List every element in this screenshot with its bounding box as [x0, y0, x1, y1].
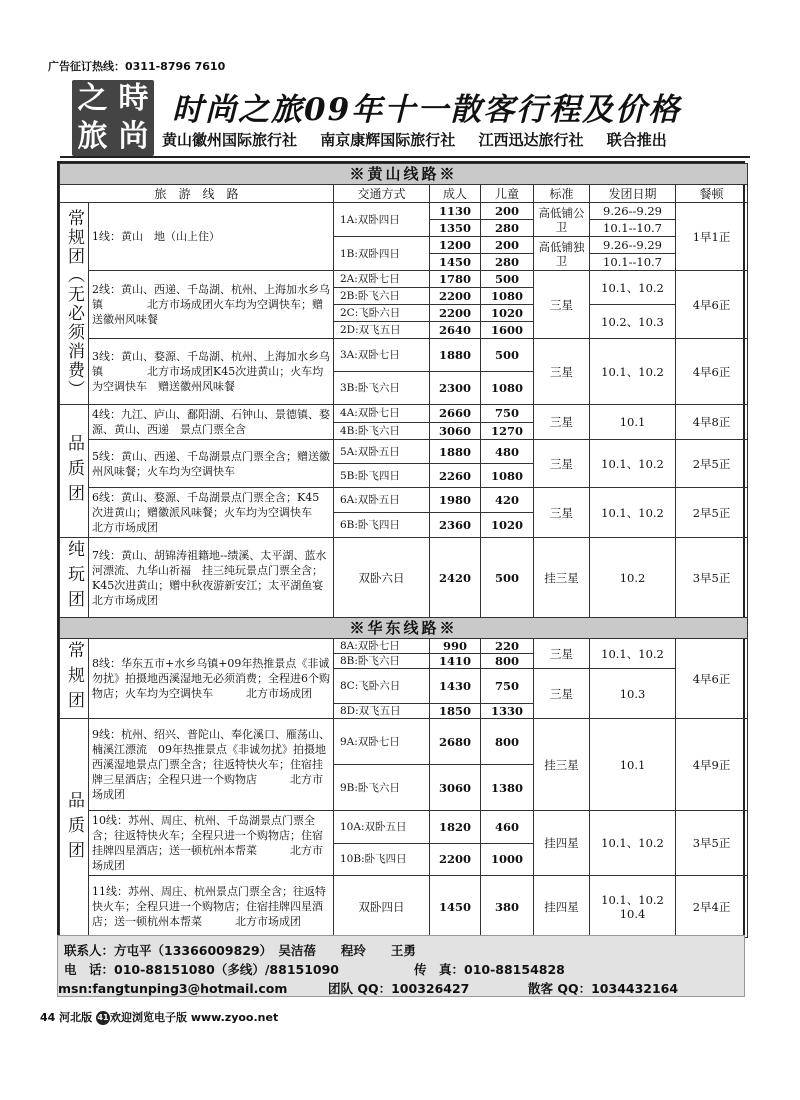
child-price: 220	[481, 639, 534, 654]
footer	[40, 1009, 278, 1025]
header-standard: 标准	[534, 185, 590, 203]
standard: 三星	[534, 339, 590, 405]
route-10: 10线：苏州、周庄、杭州、千岛湖景点门票全含；往返特快火车；全程只进一个购物店；住宿挂牌四星酒店；送一顿杭州本帮菜 北方市场成团	[89, 811, 334, 876]
child-price: 1270	[481, 422, 534, 440]
child-price: 420	[481, 488, 534, 513]
edition-badge-icon: 41	[96, 1011, 110, 1025]
transport: 5B:卧飞四日	[334, 464, 430, 488]
child-price: 480	[481, 440, 534, 464]
route-8: 8线：华东五市+水乡乌镇+09年热推景点《非诚勿扰》拍摄地西溪湿地无必须消费；全程进6个购物店；火车均为空调快车 北方市场成团	[89, 639, 334, 719]
transport: 6A:双卧五日	[334, 488, 430, 513]
transport: 3B:卧飞六日	[334, 372, 430, 405]
price-table-container	[57, 161, 745, 940]
brand-logo	[72, 80, 154, 156]
child-price: 750	[481, 405, 534, 423]
departure-date: 10.2	[590, 538, 676, 618]
departure-date: 10.1、10.2	[590, 271, 676, 305]
transport: 8B:卧飞六日	[334, 654, 430, 669]
departure-date-group	[590, 876, 676, 938]
route-2: 2线：黄山、西递、千岛湖、杭州、上海加水乡乌镇 北方市场成团火车均为空调快车；赠送徽州风味餐	[89, 271, 334, 339]
child-price: 1020	[481, 305, 534, 322]
child-price: 200	[481, 237, 534, 254]
standard: 三星	[534, 440, 590, 488]
transport: 8A:双卧七日	[334, 639, 430, 654]
transport: 3A:双卧七日	[334, 339, 430, 372]
standard: 三星	[534, 271, 590, 339]
transport: 2D:双飞五日	[334, 322, 430, 339]
adult-price: 1450	[430, 876, 481, 938]
child-price: 1330	[481, 704, 534, 719]
child-price: 750	[481, 669, 534, 704]
meals: 4早8正	[676, 405, 748, 440]
transport: 双卧六日	[334, 538, 430, 618]
agency-name: 黄山徽州国际旅行社	[162, 131, 298, 149]
transport: 8D:双飞五日	[334, 704, 430, 719]
standard: 高低铺独卫	[534, 237, 590, 271]
adult-price: 2640	[430, 322, 481, 339]
header	[60, 76, 750, 158]
standard: 三星	[534, 669, 590, 719]
transport: 10A:双卧五日	[334, 811, 430, 844]
standard: 高低铺公卫	[534, 203, 590, 237]
adult-price: 1850	[430, 704, 481, 719]
ad-hotline: 广告征订热线：0311-8796 7610	[48, 60, 226, 73]
logo-char: 旅	[77, 119, 108, 154]
route-5: 5线：黄山、西递、千岛湖景点门票全含；赠送徽州风味餐；火车均为空调快车	[89, 440, 334, 488]
adult-price: 1980	[430, 488, 481, 513]
category-chunwan: 纯玩团	[60, 538, 89, 618]
table-header-row	[60, 185, 748, 203]
adult-price: 2660	[430, 405, 481, 423]
adult-price: 990	[430, 639, 481, 654]
footer-text: 欢迎浏览电子版	[110, 1011, 187, 1024]
route-4: 4线：九江、庐山、鄱阳湖、石钟山、景德镇、婺源、黄山、西递 景点门票全含	[89, 405, 334, 440]
adult-price: 1200	[430, 237, 481, 254]
adult-price: 1450	[430, 254, 481, 271]
child-price: 1380	[481, 765, 534, 811]
adult-price: 1410	[430, 654, 481, 669]
meals: 2早5正	[676, 440, 748, 488]
meals: 4早6正	[676, 271, 748, 339]
transport: 1B:双卧四日	[334, 237, 430, 271]
adult-price: 2260	[430, 464, 481, 488]
section-huangshan: ※黄山线路※	[60, 164, 748, 185]
transport: 8C:飞卧六日	[334, 669, 430, 704]
contact-people: 联系人：方屯平（13366009829） 吴洁蓓 程玲 王勇	[64, 943, 416, 958]
header-meals: 餐顿	[676, 185, 748, 203]
departure-date: 10.1--10.7	[590, 220, 676, 237]
route-1: 1线：黄山 地（山上住）	[89, 203, 334, 271]
transport: 4A:双卧七日	[334, 405, 430, 423]
adult-price: 2420	[430, 538, 481, 618]
category-pinzhi: 品质团	[60, 405, 89, 538]
transport: 2A:双卧七日	[334, 271, 430, 288]
transport: 9A:双卧七日	[334, 719, 430, 765]
header-dates: 发团日期	[590, 185, 676, 203]
contact-fax: 传 真：010-88154828	[414, 962, 565, 977]
standard: 挂四星	[534, 811, 590, 876]
departure-date: 10.1、10.2	[590, 440, 676, 488]
standard: 三星	[534, 405, 590, 440]
child-price: 1080	[481, 372, 534, 405]
adult-price: 1350	[430, 220, 481, 237]
contact-msn: msn:fangtunping3@hotmail.com	[58, 981, 288, 996]
adult-price: 1430	[430, 669, 481, 704]
header-child: 儿童	[481, 185, 534, 203]
category-changgui: 常规团（无必须消费）	[60, 203, 89, 405]
header-route: 旅 游 线 路	[60, 185, 334, 203]
child-price: 1080	[481, 288, 534, 305]
logo-char: 尚	[118, 119, 149, 154]
meals: 4早6正	[676, 339, 748, 405]
agencies	[162, 129, 685, 150]
agency-name: 南京康辉国际旅行社	[320, 131, 456, 149]
route-9: 9线：杭州、绍兴、普陀山、奉化溪口、雁荡山、楠溪江漂流 09年热推景点《非诚勿扰》拍摄地西溪湿地景点门票全含；往返特快火车；住宿挂牌三星酒店；全程只进一个购物店 北方市场成团	[89, 719, 334, 811]
child-price: 800	[481, 654, 534, 669]
transport: 2B:卧飞六日	[334, 288, 430, 305]
category-changgui-2: 常规团	[60, 639, 89, 719]
adult-price: 1820	[430, 811, 481, 844]
child-price: 280	[481, 254, 534, 271]
child-price: 1020	[481, 513, 534, 538]
departure-date: 10.4	[619, 906, 646, 921]
logo-char: 之	[77, 81, 108, 116]
departure-date: 10.1	[590, 719, 676, 811]
meals: 1早1正	[676, 203, 748, 271]
agency-name: 江西迅达旅行社	[478, 131, 584, 149]
adult-price: 3060	[430, 422, 481, 440]
transport: 5A:双卧五日	[334, 440, 430, 464]
transport: 双卧四日	[334, 876, 430, 938]
adult-price: 2200	[430, 843, 481, 876]
transport: 6B:卧飞四日	[334, 513, 430, 538]
child-price: 500	[481, 339, 534, 372]
route-7: 7线：黄山、胡锦涛祖籍地--绩溪、太平湖、蓝水河漂流、九华山祈福 挂三纯玩景点门票全含；K45次进黄山；赠中秋夜游新安江；太平湖鱼宴 北方市场成团	[89, 538, 334, 618]
agency-joint: 联合推出	[606, 131, 667, 149]
transport: 9B:卧飞六日	[334, 765, 430, 811]
price-table	[59, 163, 748, 938]
contact-team-qq: 团队 QQ：100326427	[328, 981, 470, 996]
contact-phone: 电 话：010-88151080（多线）/88151090	[64, 962, 340, 977]
adult-price: 1130	[430, 203, 481, 220]
adult-price: 2200	[430, 288, 481, 305]
departure-date: 10.1、10.2	[590, 339, 676, 405]
adult-price: 2360	[430, 513, 481, 538]
adult-price: 3060	[430, 765, 481, 811]
meals: 3早5正	[676, 811, 748, 876]
transport: 2C:飞卧六日	[334, 305, 430, 322]
meals: 4早9正	[676, 719, 748, 811]
meals: 2早4正	[676, 876, 748, 938]
adult-price: 1780	[430, 271, 481, 288]
meals: 2早5正	[676, 488, 748, 538]
departure-date: 10.2、10.3	[590, 305, 676, 339]
departure-date: 9.26--9.29	[590, 237, 676, 254]
transport: 4B:卧飞六日	[334, 422, 430, 440]
section-huadong: ※华东线路※	[60, 618, 748, 639]
departure-date: 10.3	[590, 669, 676, 719]
child-price: 380	[481, 876, 534, 938]
departure-date: 10.1、10.2	[590, 639, 676, 669]
route-3: 3线：黄山、婺源、千岛湖、杭州、上海加水乡乌镇 北方市场成团K45次进黄山；火车均为空调快车 赠送徽州风味餐	[89, 339, 334, 405]
route-11: 11线：苏州、周庄、杭州景点门票全含；往返特快火车；全程只进一个购物店；住宿挂牌四星酒店；送一顿杭州本帮菜 北方市场成团	[89, 876, 334, 938]
adult-price: 1880	[430, 339, 481, 372]
child-price: 200	[481, 203, 534, 220]
page-number: 44	[40, 1011, 56, 1024]
logo-char: 時	[118, 81, 149, 116]
child-price: 500	[481, 271, 534, 288]
adult-price: 2200	[430, 305, 481, 322]
departure-date: 10.1、10.2	[590, 488, 676, 538]
child-price: 800	[481, 719, 534, 765]
departure-date: 9.26--9.29	[590, 203, 676, 220]
page-title: 时尚之旅09年十一散客行程及价格	[172, 92, 682, 128]
site-link[interactable]: www.zyoo.net	[190, 1011, 279, 1024]
standard: 挂三星	[534, 538, 590, 618]
adult-price: 2680	[430, 719, 481, 765]
child-price: 1600	[481, 322, 534, 339]
departure-date: 10.1--10.7	[590, 254, 676, 271]
departure-date: 10.1	[590, 405, 676, 440]
adult-price: 2300	[430, 372, 481, 405]
meals: 3早5正	[676, 538, 748, 618]
category-pinzhi-2: 品质团	[60, 719, 89, 938]
child-price: 1000	[481, 843, 534, 876]
contact-panel	[57, 935, 745, 997]
contact-individual-qq: 散客 QQ：1034432164	[528, 981, 679, 996]
meals: 4早6正	[676, 639, 748, 719]
child-price: 280	[481, 220, 534, 237]
standard: 三星	[534, 639, 590, 669]
child-price: 1080	[481, 464, 534, 488]
departure-date: 10.1、10.2	[590, 811, 676, 876]
route-6: 6线：黄山、婺源、千岛湖景点门票全含；K45次进黄山；赠徽派风味餐；火车均为空调快车 北方市场成团	[89, 488, 334, 538]
transport: 10B:卧飞四日	[334, 843, 430, 876]
header-transport: 交通方式	[334, 185, 430, 203]
standard: 挂四星	[534, 876, 590, 938]
child-price: 500	[481, 538, 534, 618]
standard: 挂三星	[534, 719, 590, 811]
departure-date: 10.1、10.2	[601, 892, 664, 907]
header-adult: 成人	[430, 185, 481, 203]
transport: 1A:双卧四日	[334, 203, 430, 237]
child-price: 460	[481, 811, 534, 844]
edition: 河北版	[59, 1011, 93, 1024]
standard: 三星	[534, 488, 590, 538]
adult-price: 1880	[430, 440, 481, 464]
